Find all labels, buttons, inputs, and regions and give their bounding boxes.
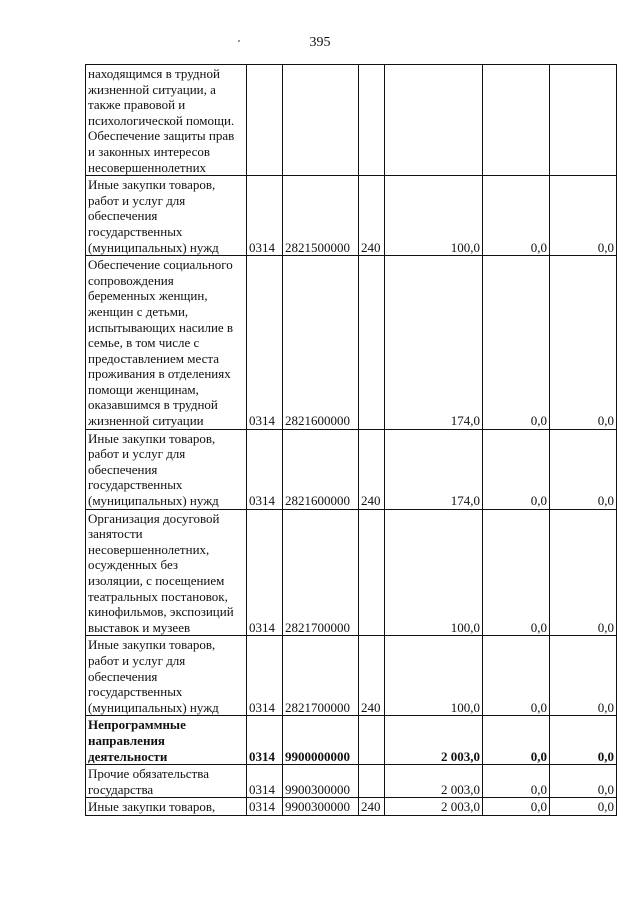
item-name-cell: находящимся в трудной жизненной ситуации, а также правовой и психологической помощи. Обеспечение защиты прав и законных интересов несовершеннолетних [86,65,247,176]
expense-type-cell [359,256,385,430]
amount-cell-1: 100,0 [385,176,483,256]
table-row [86,176,617,256]
scan-speck [238,40,240,42]
item-name-cell: Организация досуговой занятости несовершеннолетних, осужденных без изоляции, с посещением театральных постановок, кинофильмов, экспозиций выставок и музеев [86,509,247,636]
target-article-cell: 2821600000 [283,429,359,509]
target-article-cell: 2821700000 [283,636,359,716]
amount-cell-2: 0,0 [483,798,550,816]
section-code-cell [247,65,283,176]
amount-cell-1: 100,0 [385,636,483,716]
section-code-cell: 0314 [247,765,283,798]
amount-cell-2: 0,0 [483,765,550,798]
table-row [86,256,617,430]
amount-cell-1: 174,0 [385,256,483,430]
section-code-cell: 0314 [247,429,283,509]
amount-cell-3: 0,0 [550,429,617,509]
target-article-cell: 2821700000 [283,509,359,636]
table-row [86,429,617,509]
amount-cell-3: 0,0 [550,509,617,636]
amount-cell-2: 0,0 [483,429,550,509]
amount-cell-3: 0,0 [550,798,617,816]
item-name-cell: Иные закупки товаров, работ и услуг для обеспечения государственных (муниципальных) нужд [86,429,247,509]
amount-cell-1 [385,65,483,176]
page-number: 395 [309,35,331,50]
expense-type-cell: 240 [359,798,385,816]
amount-cell-1: 2 003,0 [385,716,483,765]
item-name-cell: Обеспечение социального сопровождения беременных женщин, женщин с детьми, испытывающих насилие в семье, в том числе с предоставлением места проживания в отделениях помощи женщинам, оказавшимся в трудной жизненной ситуации [86,256,247,430]
expense-type-cell [359,65,385,176]
amount-cell-1: 100,0 [385,509,483,636]
table-row [86,798,617,816]
section-code-cell: 0314 [247,509,283,636]
amount-cell-2: 0,0 [483,716,550,765]
amount-cell-3 [550,65,617,176]
expense-type-cell: 240 [359,176,385,256]
expense-type-cell [359,716,385,765]
expense-type-cell [359,509,385,636]
amount-cell-2: 0,0 [483,176,550,256]
table-row [86,65,617,176]
target-article-cell: 9900000000 [283,716,359,765]
section-code-cell: 0314 [247,716,283,765]
amount-cell-3: 0,0 [550,765,617,798]
amount-cell-3: 0,0 [550,636,617,716]
target-article-cell [283,65,359,176]
target-article-cell: 2821500000 [283,176,359,256]
table-row [86,765,617,798]
target-article-cell: 2821600000 [283,256,359,430]
amount-cell-2 [483,65,550,176]
section-code-cell: 0314 [247,256,283,430]
table-row [86,716,617,765]
item-name-cell: Прочие обязательства государства [86,765,247,798]
item-name-cell: Непрограммные направления деятельности [86,716,247,765]
expense-type-cell: 240 [359,636,385,716]
item-name-cell: Иные закупки товаров, работ и услуг для обеспечения государственных (муниципальных) нужд [86,636,247,716]
expense-type-cell [359,765,385,798]
section-code-cell: 0314 [247,176,283,256]
amount-cell-2: 0,0 [483,256,550,430]
expense-type-cell: 240 [359,429,385,509]
section-code-cell: 0314 [247,798,283,816]
amount-cell-1: 2 003,0 [385,765,483,798]
item-name-cell: Иные закупки товаров, работ и услуг для обеспечения государственных (муниципальных) нужд [86,176,247,256]
amount-cell-2: 0,0 [483,509,550,636]
section-code-cell: 0314 [247,636,283,716]
amount-cell-1: 2 003,0 [385,798,483,816]
amount-cell-3: 0,0 [550,716,617,765]
table-row [86,509,617,636]
target-article-cell: 9900300000 [283,765,359,798]
amount-cell-1: 174,0 [385,429,483,509]
amount-cell-3: 0,0 [550,176,617,256]
amount-cell-2: 0,0 [483,636,550,716]
amount-cell-3: 0,0 [550,256,617,430]
target-article-cell: 9900300000 [283,798,359,816]
budget-table [85,64,617,816]
table-row [86,636,617,716]
item-name-cell: Иные закупки товаров, [86,798,247,816]
